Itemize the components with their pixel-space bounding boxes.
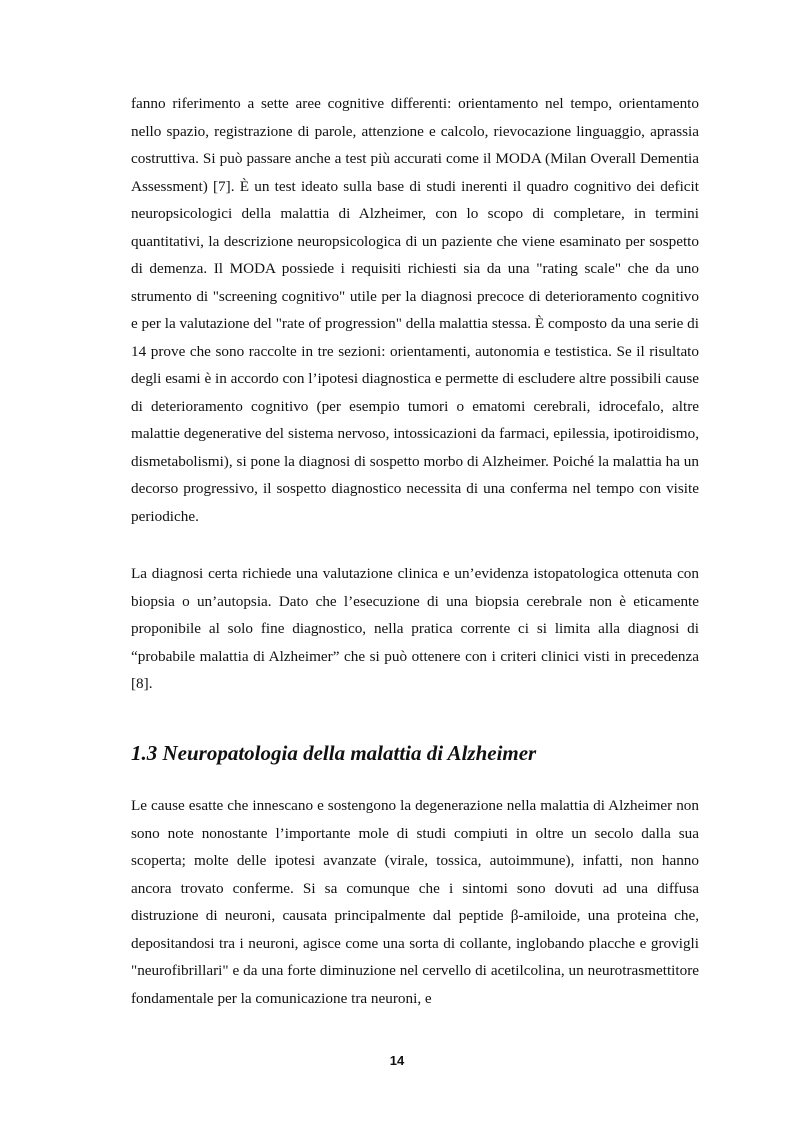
body-text-block [131, 560, 699, 698]
section-heading: 1.3 Neuropatologia della malattia di Alzheimer [131, 741, 537, 765]
paragraph: Le cause esatte che innescano e sostengono la degenerazione nella malattia di Alzheimer non sono note nonostante l’importante mole di studi compiuti in oltre un secolo dalla sua scoperta; molte delle ipotesi avanzate (virale, tossica, autoimmune), infatti, non hanno ancora trovato conferme. Si sa comunque che i sintomi sono dovuti ad una diffusa distruzione di neuroni, causata principalmente dal peptide β-amiloide, una proteina che, depositandosi tra i neuroni, agisce come una sorta di collante, inglobando placche e grovigli "neurofibrillari" e da una forte diminuzione nel cervello di acetilcolina, un neurotrasmettitore fondamentale per la comunicazione tra neuroni, e [131, 797, 699, 1007]
paragraph: La diagnosi certa richiede una valutazione clinica e un’evidenza istopatologica ottenuta con biopsia o un’autopsia. Dato che l’esecuzione di una biopsia cerebrale non è eticamente proponibile al solo fine diagnostico, nella pratica corrente ci si limita alla diagnosi di “probabile malattia di Alzheimer” che si può ottenere con i criteri clinici visti in precedenza [8]. [131, 565, 699, 692]
page-number: 14 [389, 1053, 405, 1068]
body-text-block [131, 90, 699, 530]
paragraph: fanno riferimento a sette aree cognitive differenti: orientamento nel tempo, orientamento nello spazio, registrazione di parole, attenzione e calcolo, rievocazione linguaggio, aprassia costruttiva. Si può passare anche a test più accurati come il MODA (Milan Overall Dementia Assessment) [7]. È un test ideato sulla base di studi inerenti il quadro cognitivo dei deficit neuropsicologici della malattia di Alzheimer, con lo scopo di completare, in termini quantitativi, la descrizione neuropsicologica di un paziente che viene esaminato per sospetto di demenza. Il MODA possiede i requisiti richiesti sia da una "rating scale" che da uno strumento di "screening cognitivo" utile per la diagnosi precoce di deterioramento cognitivo e per la valutazione del "rate of progression" della malattia stessa. È composto da una serie di 14 prove che sono raccolte in tre sezioni: orientamenti, autonomia e testistica. Se il risultato degli esami è in accordo con l’ipotesi diagnostica e permette di escludere altre possibili cause di deterioramento cognitivo (per esempio tumori o ematomi cerebrali, idrocefalo, altre malattie degenerative del sistema nervoso, intossicazioni da farmaci, epilessia, ipotiroidismo, dismetabolismi), si pone la diagnosi di sospetto morbo di Alzheimer. Poiché la malattia ha un decorso progressivo, il sospetto diagnostico necessita di una conferma nel tempo con visite periodiche. [131, 95, 699, 525]
section-body-text-block [131, 792, 699, 1012]
